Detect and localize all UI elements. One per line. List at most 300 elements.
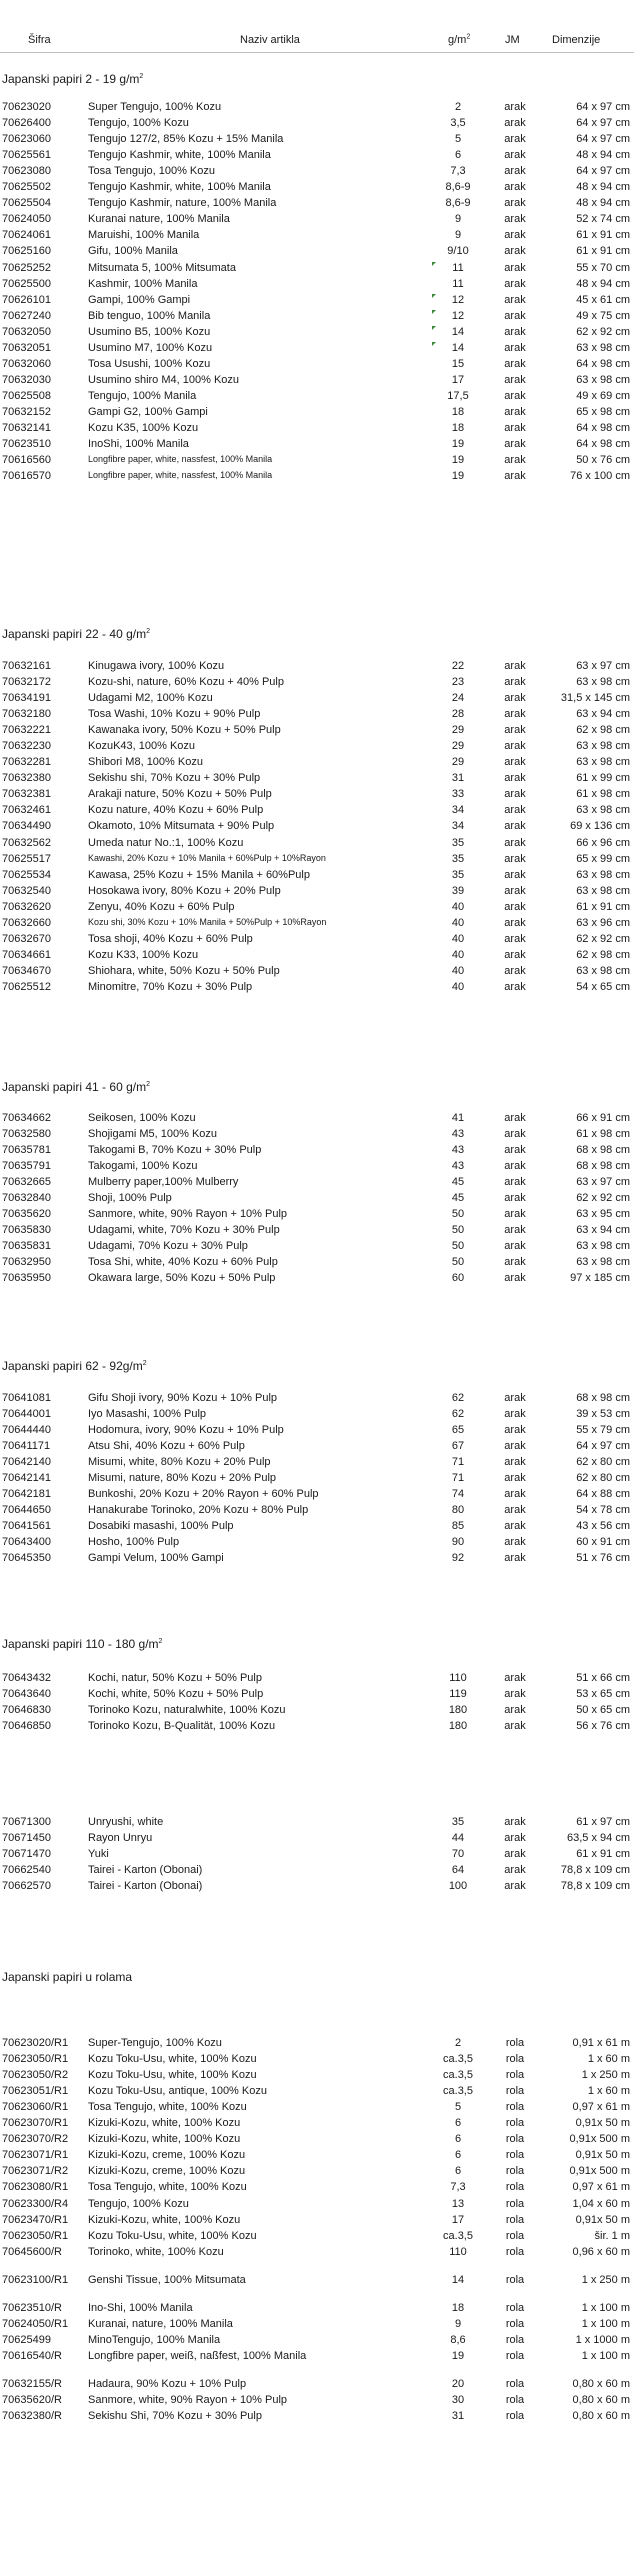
cell-jm: arak	[504, 1440, 526, 1452]
cell-gm: 35	[451, 853, 465, 865]
cell-code: 70632381	[2, 788, 51, 800]
cell-name: Takogami B, 70% Kozu + 30% Pulp	[88, 1144, 262, 1156]
cell-name: Usumino shiro M4, 100% Kozu	[88, 374, 240, 386]
table-row	[0, 771, 634, 787]
table-row	[0, 389, 634, 405]
cell-dim: 64 x 97 cm	[576, 117, 630, 129]
cell-gm: 44	[451, 1832, 465, 1844]
cell-dim: 56 x 76 cm	[576, 1720, 630, 1732]
cell-dim: 68 x 98 cm	[576, 1392, 630, 1404]
cell-name: Kozu Toku-Usu, antique, 100% Kozu	[88, 2085, 267, 2097]
cell-name: Rayon Unryu	[88, 1832, 153, 1844]
cell-name: InoShi, 100% Manila	[88, 438, 189, 450]
cell-code: 70625252	[2, 262, 51, 274]
cell-gm: 71	[451, 1456, 465, 1468]
cell-name: Torinoko Kozu, B-Qualität, 100% Kozu	[88, 1720, 276, 1732]
cell-gm: 12	[451, 310, 465, 322]
cell-code: 70623080/R1	[2, 2181, 69, 2193]
cell-gm: 50	[451, 1224, 465, 1236]
cell-code: 70641561	[2, 1520, 51, 1532]
cell-dim: 63 x 94 cm	[576, 1224, 630, 1236]
cell-gm: 34	[451, 804, 465, 816]
cell-gm: 7,3	[450, 2181, 466, 2193]
cell-dim: 1 x 100 m	[581, 2302, 630, 2314]
cell-gm: 3,5	[450, 117, 466, 129]
cell-jm: arak	[504, 197, 526, 209]
cell-dim: 48 x 94 cm	[576, 181, 630, 193]
cell-name: Mitsumata 5, 100% Mitsumata	[88, 262, 236, 274]
cell-code: 70634670	[2, 965, 51, 977]
cell-jm: arak	[504, 101, 526, 113]
cell-code: 70635830	[2, 1224, 51, 1236]
table-row	[0, 2068, 634, 2084]
cell-gm: 180	[448, 1704, 468, 1716]
cell-jm: arak	[504, 262, 526, 274]
cell-name: Super Tengujo, 100% Kozu	[88, 101, 222, 113]
cell-name: Kinugawa ivory, 100% Kozu	[88, 660, 225, 672]
table-row	[0, 1423, 634, 1439]
cell-jm: arak	[504, 1720, 526, 1732]
cell-name: Tengujo, 100% Kozu	[88, 2198, 189, 2210]
cell-name: Kizuki-Kozu, white, 100% Kozu	[88, 2214, 241, 2226]
cell-gm: 12	[451, 294, 465, 306]
cell-name: Tosa Shi, white, 40% Kozu + 60% Pulp	[88, 1256, 278, 1268]
cell-code: 70625534	[2, 869, 51, 881]
cell-gm: 40	[451, 949, 465, 961]
cell-code: 70616570	[2, 470, 51, 482]
cell-jm: arak	[504, 374, 526, 386]
cell-jm: rola	[505, 2394, 525, 2406]
cell-jm: arak	[504, 1392, 526, 1404]
cell-jm: arak	[504, 133, 526, 145]
cell-dim: 63 x 98 cm	[576, 804, 630, 816]
cell-jm: arak	[504, 1672, 526, 1684]
cell-dim: 1 x 100 m	[581, 2350, 630, 2362]
table-row	[0, 787, 634, 803]
table-row	[0, 2245, 634, 2261]
cell-name: Misumi, white, 80% Kozu + 20% Pulp	[88, 1456, 271, 1468]
cell-gm: 119	[449, 1688, 467, 1700]
cell-name: Bib tenguo, 100% Manila	[88, 310, 211, 322]
cell-dim: 63 x 98 cm	[576, 342, 630, 354]
cell-dim: 65 x 98 cm	[576, 406, 630, 418]
header-dim: Dimenzije	[552, 34, 601, 46]
cell-gm: 22	[451, 660, 465, 672]
table-row	[0, 2052, 634, 2068]
cell-dim: 62 x 98 cm	[576, 949, 630, 961]
table-row	[0, 1703, 634, 1719]
cell-name: Tosa Tengujo, white, 100% Kozu	[88, 2101, 247, 2113]
cell-name: Okamoto, 10% Mitsumata + 90% Pulp	[88, 820, 275, 832]
cell-dim: 63 x 98 cm	[576, 965, 630, 977]
cell-code: 70623100/R1	[2, 2274, 69, 2286]
cell-jm: arak	[504, 1160, 526, 1172]
table-row	[0, 2377, 634, 2393]
cell-gm: 18	[451, 2302, 465, 2314]
cell-code: 70632051	[2, 342, 51, 354]
cell-name: Tosa Washi, 10% Kozu + 90% Pulp	[88, 708, 261, 720]
cell-gm: 29	[451, 740, 465, 752]
cell-dim: 65 x 99 cm	[576, 853, 630, 865]
cell-name: Udagami, white, 70% Kozu + 30% Pulp	[88, 1224, 280, 1236]
cell-name: Kuranai nature, 100% Manila	[88, 213, 230, 225]
cell-name: Kozu Toku-Usu, white, 100% Kozu	[88, 2053, 257, 2065]
cell-name: Kawanaka ivory, 50% Kozu + 50% Pulp	[88, 724, 281, 736]
cell-jm: rola	[505, 2181, 525, 2193]
cell-code: 70635950	[2, 1272, 51, 1284]
cell-gm: 41	[451, 1112, 465, 1124]
cell-jm: arak	[504, 229, 526, 241]
cell-code: 70634662	[2, 1112, 51, 1124]
cell-dim: šir. 1 m	[594, 2230, 630, 2242]
cell-gm: 23	[451, 676, 465, 688]
cell-name: Seikosen, 100% Kozu	[88, 1112, 196, 1124]
cell-jm: arak	[504, 676, 526, 688]
cell-dim: 0,80 x 60 m	[572, 2394, 630, 2406]
cell-gm: 20	[451, 2378, 465, 2390]
table-row	[0, 964, 634, 980]
cell-code: 70635831	[2, 1240, 51, 1252]
cell-name: Sanmore, white, 90% Rayon + 10% Pulp	[88, 2394, 288, 2406]
table-row	[0, 1111, 634, 1127]
cell-jm: rola	[505, 2149, 525, 2161]
cell-jm: arak	[504, 454, 526, 466]
cell-gm: 6	[454, 2165, 462, 2177]
cell-jm: arak	[504, 1488, 526, 1500]
table-row	[0, 2409, 634, 2425]
comment-marker-icon	[432, 262, 436, 266]
table-row	[0, 884, 634, 900]
table-row	[0, 1535, 634, 1551]
table-row	[0, 1271, 634, 1287]
cell-dim: 50 x 65 cm	[576, 1704, 630, 1716]
comment-marker-icon	[432, 342, 436, 346]
cell-code: 70623070/R1	[2, 2117, 69, 2129]
cell-gm: 28	[451, 708, 465, 720]
cell-gm: 39	[451, 885, 465, 897]
cell-name: Kizuki-Kozu, white, 100% Kozu	[88, 2117, 241, 2129]
cell-code: 70625508	[2, 390, 51, 402]
cell-jm: arak	[504, 1504, 526, 1516]
table-row	[0, 341, 634, 357]
table-row	[0, 1503, 634, 1519]
cell-dim: 1,04 x 60 m	[572, 2198, 630, 2210]
cell-dim: 63 x 95 cm	[576, 1208, 630, 1220]
cell-gm: 110	[449, 1672, 467, 1684]
table-row	[0, 2213, 634, 2229]
cell-name: Sekishu Shi, 70% Kozu + 30% Pulp	[88, 2410, 262, 2422]
cell-gm: 7,3	[450, 165, 466, 177]
table-row	[0, 1207, 634, 1223]
cell-code: 70625561	[2, 149, 51, 161]
cell-dim: 63 x 98 cm	[576, 885, 630, 897]
cell-jm: arak	[504, 1408, 526, 1420]
cell-gm: 13	[451, 2198, 465, 2210]
cell-gm: 40	[451, 917, 465, 929]
cell-jm: arak	[504, 1536, 526, 1548]
cell-gm: 35	[451, 869, 465, 881]
cell-jm: rola	[505, 2378, 525, 2390]
cell-jm: arak	[504, 885, 526, 897]
cell-gm: 17	[451, 2214, 465, 2226]
cell-gm: 50	[451, 1208, 465, 1220]
cell-gm: 35	[451, 837, 465, 849]
table-row	[0, 2164, 634, 2180]
cell-name: Arakaji nature, 50% Kozu + 50% Pulp	[88, 788, 272, 800]
cell-code: 70643400	[2, 1536, 51, 1548]
cell-dim: 61 x 97 cm	[576, 1816, 630, 1828]
cell-jm: rola	[505, 2133, 525, 2145]
cell-code: 70642141	[2, 1472, 51, 1484]
table-row	[0, 148, 634, 164]
cell-jm: arak	[504, 358, 526, 370]
cell-name: Kuranai, nature, 100% Manila	[88, 2318, 233, 2330]
table-row	[0, 1391, 634, 1407]
cell-dim: 62 x 80 cm	[576, 1456, 630, 1468]
cell-jm: arak	[504, 853, 526, 865]
cell-jm: rola	[505, 2037, 525, 2049]
cell-gm: 5	[454, 2101, 462, 2113]
table-row	[0, 2349, 634, 2365]
cell-gm: 40	[451, 981, 465, 993]
cell-gm: 18	[451, 422, 465, 434]
cell-jm: rola	[505, 2101, 525, 2113]
cell-code: 70623071/R1	[2, 2149, 69, 2161]
cell-jm: arak	[504, 1520, 526, 1532]
table-row	[0, 261, 634, 277]
table-row	[0, 2317, 634, 2333]
cell-jm: arak	[504, 692, 526, 704]
cell-name: Usumino B5, 100% Kozu	[88, 326, 211, 338]
table-row	[0, 2132, 634, 2148]
cell-name: Kashmir, 100% Manila	[88, 278, 198, 290]
cell-gm: 8,6	[450, 2334, 466, 2346]
cell-jm: rola	[505, 2053, 525, 2065]
cell-name: MinoTengujo, 100% Manila	[88, 2334, 221, 2346]
cell-code: 70623060	[2, 133, 51, 145]
comment-marker-icon	[432, 326, 436, 330]
cell-dim: 43 x 56 cm	[576, 1520, 630, 1532]
cell-code: 70632230	[2, 740, 51, 752]
table-row	[0, 309, 634, 325]
cell-dim: 1 x 250 m	[581, 2069, 630, 2081]
cell-gm: 29	[451, 756, 465, 768]
table-row	[0, 739, 634, 755]
cell-gm: 50	[451, 1256, 465, 1268]
cell-dim: 0,80 x 60 m	[572, 2410, 630, 2422]
cell-dim: 97 x 185 cm	[570, 1272, 630, 1284]
cell-jm: arak	[504, 1704, 526, 1716]
cell-jm: arak	[504, 149, 526, 161]
cell-jm: arak	[504, 406, 526, 418]
cell-code: 70671470	[2, 1848, 51, 1860]
table-row	[0, 932, 634, 948]
cell-gm: 6	[454, 2149, 462, 2161]
cell-dim: 64 x 97 cm	[576, 165, 630, 177]
cell-jm: arak	[504, 294, 526, 306]
cell-name: Tengujo, 100% Kozu	[88, 117, 189, 129]
table-row	[0, 212, 634, 228]
cell-code: 70642140	[2, 1456, 51, 1468]
cell-name: Tengujo, 100% Manila	[88, 390, 197, 402]
cell-dim: 0,91x 50 m	[575, 2117, 630, 2129]
cell-code: 70635620/R	[2, 2394, 62, 2406]
cell-jm: rola	[505, 2318, 525, 2330]
table-row	[0, 421, 634, 437]
cell-jm: arak	[504, 804, 526, 816]
cell-code: 70625160	[2, 245, 51, 257]
cell-code: 70623510	[2, 438, 51, 450]
cell-code: 70625500	[2, 278, 51, 290]
cell-gm: 67	[451, 1440, 465, 1452]
cell-dim: 0,96 x 60 m	[572, 2246, 630, 2258]
cell-dim: 0,91 x 61 m	[572, 2037, 630, 2049]
table-row	[0, 116, 634, 132]
cell-gm: 6	[454, 149, 462, 161]
cell-gm: 8,6-9	[445, 181, 471, 193]
cell-code: 70616560	[2, 454, 51, 466]
cell-code: 70632461	[2, 804, 51, 816]
table-row	[0, 1255, 634, 1271]
cell-code: 70632665	[2, 1176, 51, 1188]
cell-jm: arak	[504, 181, 526, 193]
cell-code: 70625502	[2, 181, 51, 193]
cell-gm: 14	[451, 342, 465, 354]
cell-code: 70625504	[2, 197, 51, 209]
section-title-sup: 2	[142, 1360, 147, 1367]
cell-code: 70645350	[2, 1552, 51, 1564]
cell-name: Tosa Tengujo, white, 100% Kozu	[88, 2181, 247, 2193]
cell-code: 70632562	[2, 837, 51, 849]
table-row	[0, 2116, 634, 2132]
cell-name: Hanakurabe Torinoko, 20% Kozu + 80% Pulp	[88, 1504, 309, 1516]
section-title-sup: 2	[158, 1638, 163, 1645]
cell-gm: 6	[454, 2117, 462, 2129]
cell-gm: 14	[451, 326, 465, 338]
table-row	[0, 1671, 634, 1687]
cell-jm: rola	[505, 2198, 525, 2210]
cell-gm: 15	[451, 358, 465, 370]
table-row	[0, 469, 634, 485]
cell-name: Kochi, white, 50% Kozu + 50% Pulp	[88, 1688, 264, 1700]
cell-jm: arak	[504, 390, 526, 402]
cell-name: Kawashi, 20% Kozu + 10% Manila + 60%Pulp + 10%Rayon	[88, 853, 326, 863]
cell-code: 70635791	[2, 1160, 51, 1172]
table-row	[0, 2333, 634, 2349]
cell-name: Torinoko, white, 100% Kozu	[88, 2246, 224, 2258]
cell-gm: 17	[451, 374, 465, 386]
cell-gm: 180	[448, 1720, 468, 1732]
cell-code: 70632141	[2, 422, 51, 434]
cell-jm: arak	[504, 933, 526, 945]
cell-dim: 62 x 80 cm	[576, 1472, 630, 1484]
cell-jm: arak	[504, 1880, 526, 1892]
cell-code: 70623020	[2, 101, 51, 113]
table-row	[0, 916, 634, 932]
cell-name: Usumino M7, 100% Kozu	[88, 342, 213, 354]
cell-dim: 0,97 x 61 m	[572, 2101, 630, 2113]
cell-code: 70644001	[2, 1408, 51, 1420]
cell-name: Tosa Usushi, 100% Kozu	[88, 358, 211, 370]
cell-jm: rola	[505, 2069, 525, 2081]
cell-dim: 51 x 66 cm	[576, 1672, 630, 1684]
cell-gm: 74	[451, 1488, 465, 1500]
cell-dim: 64 x 98 cm	[576, 438, 630, 450]
cell-dim: 63 x 98 cm	[576, 1256, 630, 1268]
cell-name: Super-Tengujo, 100% Kozu	[88, 2037, 222, 2049]
cell-dim: 1 x 60 m	[587, 2085, 630, 2097]
cell-jm: rola	[505, 2334, 525, 2346]
cell-code: 70632221	[2, 724, 51, 736]
cell-dim: 64 x 97 cm	[576, 101, 630, 113]
cell-jm: arak	[504, 1848, 526, 1860]
cell-dim: 62 x 98 cm	[576, 724, 630, 736]
cell-code: 70623070/R2	[2, 2133, 69, 2145]
cell-gm: 30	[451, 2394, 465, 2406]
cell-gm: 43	[451, 1144, 465, 1156]
cell-dim: 0,91x 500 m	[569, 2133, 630, 2145]
cell-gm: 11	[452, 278, 464, 290]
cell-gm: 64	[451, 1864, 465, 1876]
cell-name: Hodomura, ivory, 90% Kozu + 10% Pulp	[88, 1424, 284, 1436]
cell-gm: 62	[451, 1392, 465, 1404]
cell-jm: arak	[504, 470, 526, 482]
table-row	[0, 2084, 634, 2100]
cell-gm: 31	[451, 772, 465, 784]
cell-name: Bunkoshi, 20% Kozu + 20% Rayon + 60% Pulp	[88, 1488, 319, 1500]
cell-name: KozuK43, 100% Kozu	[88, 740, 196, 752]
cell-jm: rola	[505, 2302, 525, 2314]
cell-name: Kozu-shi, nature, 60% Kozu + 40% Pulp	[88, 676, 284, 688]
table-row	[0, 1831, 634, 1847]
cell-dim: 54 x 65 cm	[576, 981, 630, 993]
cell-gm: 2	[454, 101, 462, 113]
cell-gm: 19	[451, 454, 465, 466]
cell-jm: arak	[504, 724, 526, 736]
cell-name: Atsu Shi, 40% Kozu + 60% Pulp	[88, 1440, 245, 1452]
cell-dim: 49 x 75 cm	[576, 310, 630, 322]
cell-code: 70625517	[2, 853, 51, 865]
table-row	[0, 100, 634, 116]
cell-name: Tairei - Karton (Obonai)	[88, 1864, 203, 1876]
table-row	[0, 1439, 634, 1455]
cell-name: Mulberry paper,100% Mulberry	[88, 1176, 239, 1188]
cell-dim: 68 x 98 cm	[576, 1160, 630, 1172]
cell-name: Kozu K33, 100% Kozu	[88, 949, 199, 961]
cell-dim: 61 x 99 cm	[576, 772, 630, 784]
table-row	[0, 948, 634, 964]
cell-gm: 40	[451, 965, 465, 977]
cell-gm: 9/10	[447, 245, 469, 257]
table-header	[0, 30, 634, 53]
cell-code: 70627240	[2, 310, 51, 322]
cell-jm: rola	[505, 2350, 525, 2362]
cell-name: Hosokawa ivory, 80% Kozu + 20% Pulp	[88, 885, 281, 897]
cell-gm: 45	[451, 1192, 465, 1204]
table-row	[0, 1879, 634, 1895]
cell-code: 70632060	[2, 358, 51, 370]
cell-code: 70644650	[2, 1504, 51, 1516]
cell-code: 70641171	[2, 1440, 51, 1452]
cell-code: 70623300/R4	[2, 2198, 69, 2210]
cell-name: Gifu, 100% Manila	[88, 245, 178, 257]
cell-name: Tosa shoji, 40% Kozu + 60% Pulp	[88, 933, 253, 945]
table-row	[0, 2148, 634, 2164]
cell-dim: 61 x 91 cm	[576, 245, 630, 257]
cell-jm: arak	[504, 788, 526, 800]
section-title-text: Japanski papiri 62 - 92g/m	[2, 1359, 143, 1373]
cell-dim: 1 x 250 m	[581, 2274, 630, 2286]
